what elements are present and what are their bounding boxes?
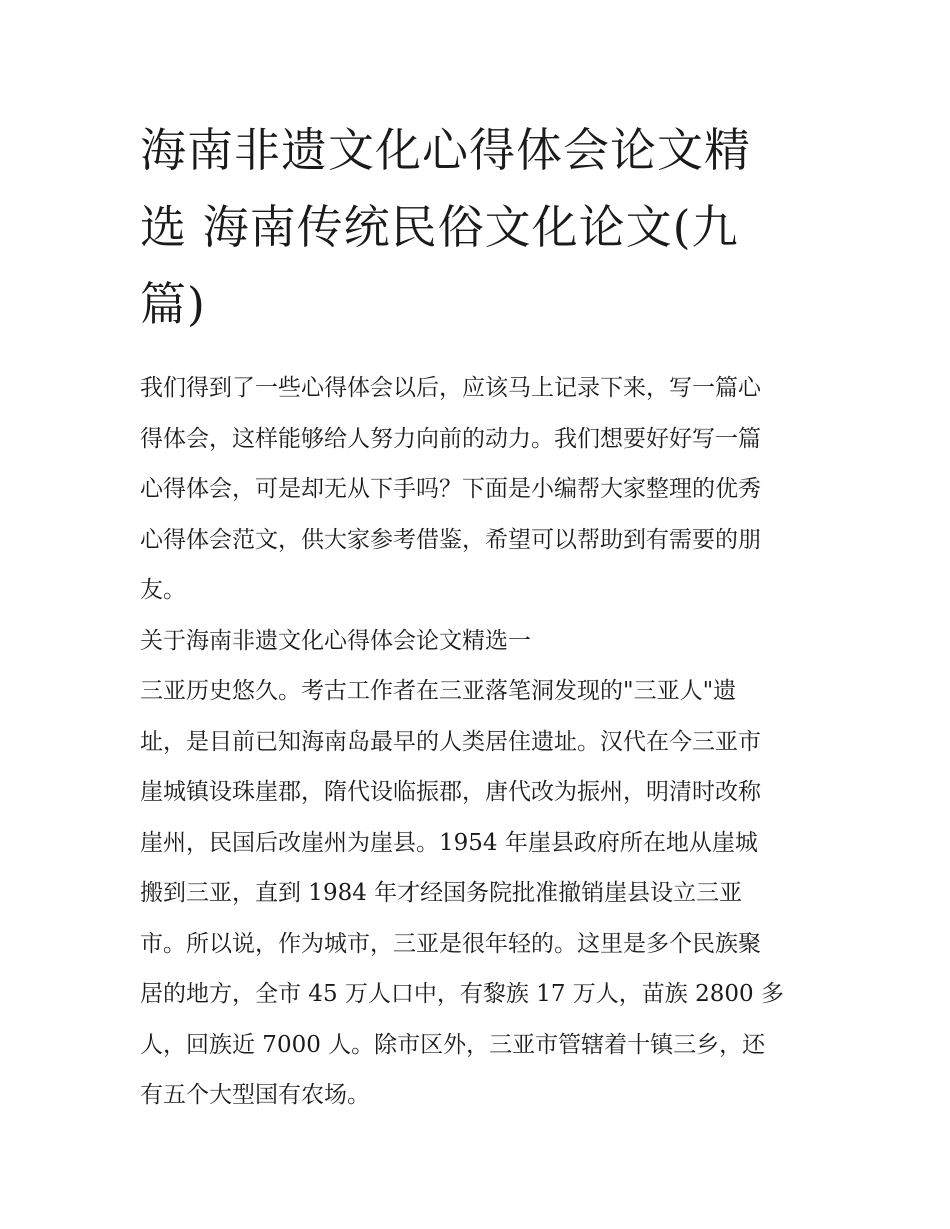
intro-line: 心得体会范文，供大家参考借鉴，希望可以帮助到有需要的朋 — [140, 526, 761, 553]
section-heading: 关于海南非遗文化心得体会论文精选一 — [140, 627, 531, 654]
section-paragraph — [140, 666, 815, 1121]
intro-line: 得体会，这样能够给人努力向前的动力。我们想要好好写一篇 — [140, 425, 761, 452]
intro-line: 心得体会，可是却无从下手吗？下面是小编帮大家整理的优秀 — [140, 476, 761, 502]
section-line: 人，回族近 7000 人。除市区外，三亚市管辖着十镇三乡，还 — [140, 1031, 766, 1058]
intro-line: 友。 — [140, 577, 186, 603]
document-title — [140, 112, 815, 343]
section-line: 崖城镇设珠崖郡，隋代设临振郡，唐代改为振州，明清时改称 — [140, 779, 761, 805]
document-page — [140, 112, 815, 1121]
section-line: 搬到三亚，直到 1984 年才经国务院批准撤销崖县设立三亚 — [140, 880, 743, 906]
section-line: 崖州，民国后改崖州为崖县。1954 年崖县政府所在地从崖城 — [140, 829, 758, 856]
title-line: 篇) — [140, 277, 206, 331]
title-line: 选 海南传统民俗文化论文(九 — [140, 200, 739, 254]
section-line: 居的地方，全市 45 万人口中，有黎族 17 万人，苗族 2800 多 — [140, 981, 784, 1007]
title-line: 海南非遗文化心得体会论文精 — [140, 123, 751, 177]
section-line: 址，是目前已知海南岛最早的人类居住遗址。汉代在今三亚市 — [140, 728, 761, 755]
intro-line: 我们得到了一些心得体会以后，应该马上记录下来，写一篇心 — [140, 375, 761, 401]
section-line: 三亚历史悠久。考古工作者在三亚落笔洞发现的"三亚人"遗 — [140, 678, 737, 704]
intro-paragraph — [140, 363, 815, 616]
section-line: 有五个大型国有农场。 — [140, 1082, 370, 1108]
document-body — [140, 363, 815, 1121]
section-line: 市。所以说，作为城市，三亚是很年轻的。这里是多个民族聚 — [140, 930, 761, 957]
